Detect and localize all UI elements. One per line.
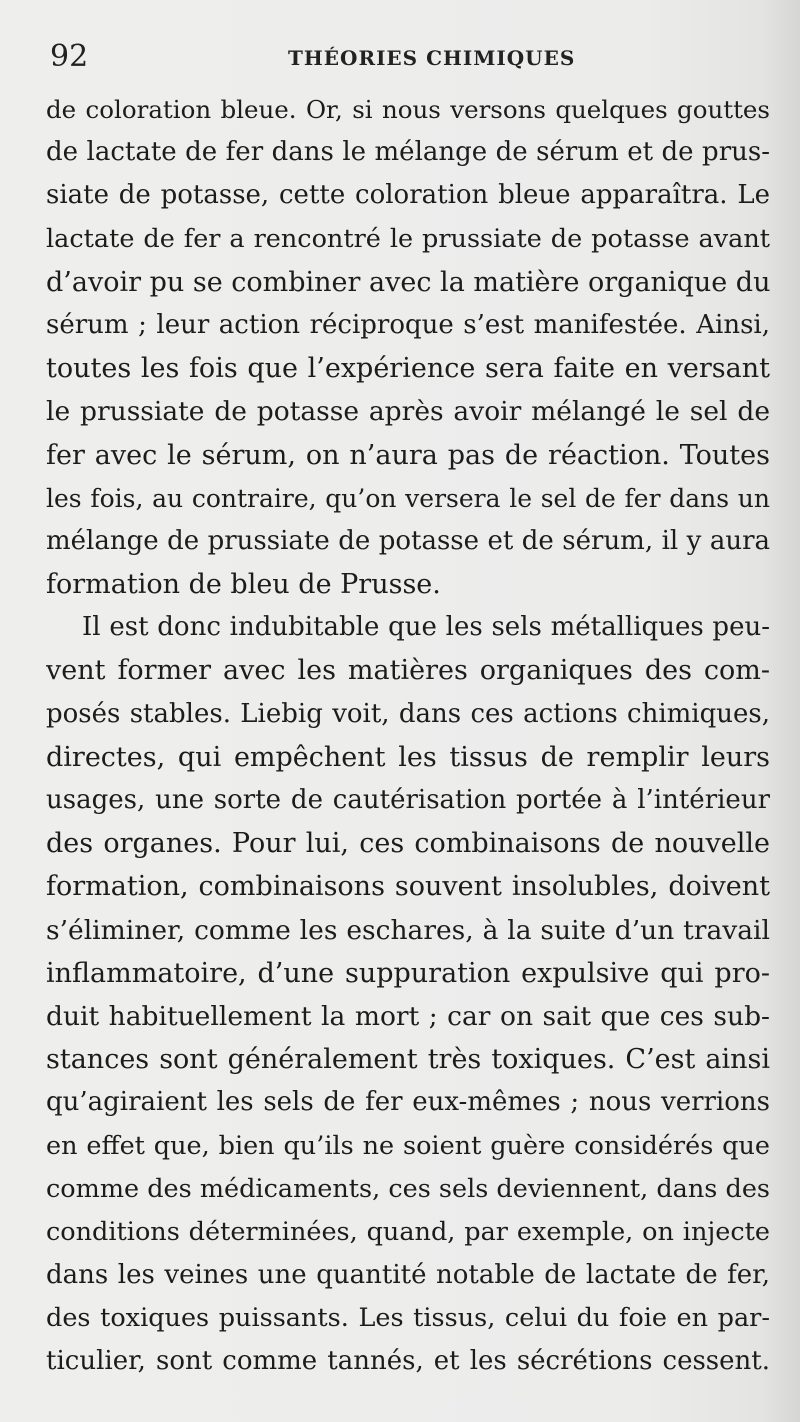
text-line: des organes. Pour lui, ces combinaisons de nouvelle [46, 828, 770, 860]
text-line: sérum ; leur action réciproque s’est manifestée. Ainsi, [46, 309, 770, 340]
text-line: mélange de prussiate de potasse et de sérum, il y aura [46, 525, 770, 556]
text-line: conditions déterminées, quand, par exemple, on injecte [46, 1216, 770, 1247]
text-line: directes, qui empêchent les tissus de remplir leurs [46, 741, 770, 773]
text-line: formation, combinaisons souvent insolubles, doivent [46, 871, 770, 903]
text-line: le prussiate de potasse après avoir mélangé le sel de [46, 396, 770, 428]
text-line: en effet que, bien qu’ils ne soient guère considérés que [46, 1130, 770, 1161]
paragraph-1 [46, 88, 770, 606]
page-number: 92 [50, 39, 89, 74]
text-line: ticulier, sont comme tannés, et les sécrétions cessent. [46, 1346, 770, 1377]
text-line: des toxiques puissants. Les tissus, celui du foie en par- [46, 1303, 770, 1334]
text-line: toutes les fois que l’expérience sera faite en versant [46, 353, 770, 385]
text-line: dans les veines une quantité notable de lactate de fer, [46, 1260, 770, 1291]
text-line: de lactate de fer dans le mélange de sérum et de prus- [46, 137, 770, 168]
text-line: duit habituellement la mort ; car on sait que ces sub- [46, 1000, 770, 1032]
text-line: vent former avec les matières organiques des com- [46, 655, 770, 687]
text-line: siate de potasse, cette coloration bleue apparaîtra. Le [46, 180, 770, 211]
text-line: comme des médicaments, ces sels deviennent, dans des [46, 1173, 770, 1204]
text-line: posés stables. Liebig voit, dans ces actions chimiques, [46, 698, 770, 729]
text-line: fer avec le sérum, on n’aura pas de réaction. Toutes [46, 439, 770, 471]
text-line: formation de bleu de Prusse. [46, 569, 441, 601]
text-line: qu’agiraient les sels de fer eux-mêmes ; nous verrions [46, 1087, 770, 1118]
text-line: stances sont généralement très toxiques. C’est ainsi [46, 1044, 770, 1076]
text-line: d’avoir pu se combiner avec la matière organique du [46, 266, 770, 298]
paragraph-2 [46, 606, 770, 1383]
text-line: les fois, au contraire, qu’on versera le sel de fer dans un [46, 483, 770, 513]
running-head: THÉORIES CHIMIQUES [288, 46, 576, 70]
text-line: s’éliminer, comme les eschares, à la suite d’un travail [46, 914, 770, 946]
body-text [46, 88, 770, 1384]
page-header [50, 40, 770, 74]
text-line: lactate de fer a rencontré le prussiate de potasse avant [46, 223, 770, 254]
text-line: Il est donc indubitable que les sels métalliques peu- [82, 612, 770, 643]
text-line: inflammatoire, d’une suppuration expulsive qui pro- [46, 957, 770, 989]
text-line: de coloration bleue. Or, si nous versons quelques gouttes [46, 95, 770, 124]
text-line: usages, une sorte de cautérisation portée à l’intérieur [46, 785, 770, 815]
